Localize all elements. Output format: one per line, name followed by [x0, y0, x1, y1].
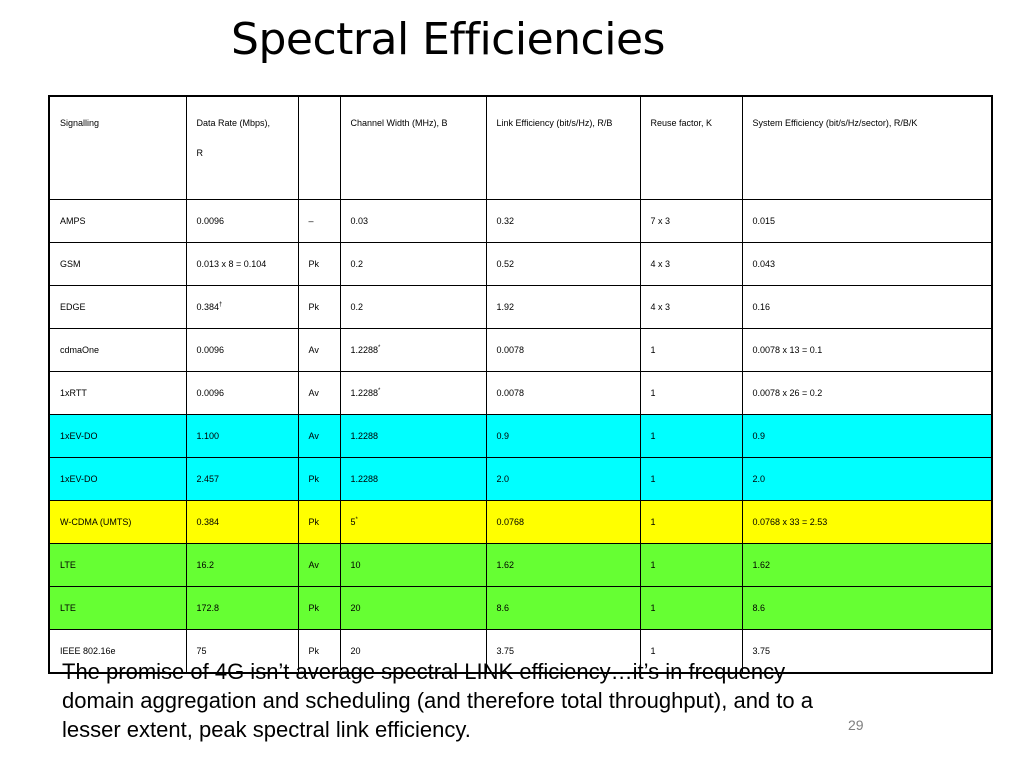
cell-system-efficiency-value: 2.0 — [752, 474, 766, 484]
slide-title: Spectral Efficiencies — [231, 14, 665, 65]
cell-type — [298, 458, 340, 501]
cell-type — [298, 544, 340, 587]
cell-signalling — [49, 243, 186, 286]
table-row — [49, 329, 992, 372]
cell-system-efficiency — [742, 458, 992, 501]
cell-data-rate-value: 0.0096 — [196, 388, 225, 398]
cell-link-efficiency — [486, 329, 640, 372]
cell-reuse-factor — [640, 286, 742, 329]
cell-data-rate-value: 172.8 — [196, 603, 220, 613]
cell-type-value: Pk — [308, 259, 320, 269]
cell-data-rate — [186, 286, 298, 329]
table-row — [49, 544, 992, 587]
cell-channel-width — [340, 200, 486, 243]
cell-reuse-factor-value: 1 — [650, 345, 656, 355]
cell-type — [298, 587, 340, 630]
cell-reuse-factor — [640, 243, 742, 286]
cell-channel-width — [340, 372, 486, 415]
cell-system-efficiency — [742, 415, 992, 458]
cell-link-efficiency — [486, 372, 640, 415]
cell-signalling — [49, 329, 186, 372]
cell-data-rate-value: 0.384 — [196, 517, 220, 527]
cell-link-efficiency — [486, 587, 640, 630]
cell-data-rate — [186, 329, 298, 372]
cell-channel-width — [340, 243, 486, 286]
cell-link-efficiency-value: 0.9 — [496, 431, 510, 441]
cell-type — [298, 415, 340, 458]
cell-channel-width-value: 0.03 — [350, 216, 369, 226]
cell-data-rate — [186, 544, 298, 587]
header-channel-width: Channel Width (MHz), B — [340, 96, 486, 200]
cell-signalling-value: IEEE 802.16e — [60, 646, 116, 656]
header-data-rate — [186, 96, 298, 200]
cell-data-rate-value: 0.384 — [196, 302, 220, 312]
cell-signalling-value: GSM — [60, 259, 81, 269]
cell-data-rate — [186, 372, 298, 415]
cell-data-rate — [186, 243, 298, 286]
cell-system-efficiency-value: 0.015 — [752, 216, 776, 226]
cell-signalling — [49, 200, 186, 243]
cell-channel-width — [340, 415, 486, 458]
cell-link-efficiency — [486, 415, 640, 458]
cell-data-rate — [186, 458, 298, 501]
cell-system-efficiency — [742, 501, 992, 544]
cell-link-efficiency — [486, 286, 640, 329]
cell-signalling — [49, 544, 186, 587]
cell-data-rate-value: 75 — [196, 646, 207, 656]
cell-signalling-value: LTE — [60, 560, 76, 570]
cell-link-efficiency-value: 2.0 — [496, 474, 510, 484]
cell-link-efficiency — [486, 501, 640, 544]
cell-type — [298, 501, 340, 544]
cell-system-efficiency-value: 3.75 — [752, 646, 771, 656]
cell-data-rate — [186, 415, 298, 458]
cell-type — [298, 372, 340, 415]
cell-reuse-factor — [640, 501, 742, 544]
cell-link-efficiency-value: 0.52 — [496, 259, 515, 269]
cell-link-efficiency-value: 1.92 — [496, 302, 515, 312]
table-row — [49, 243, 992, 286]
cell-signalling-value: W-CDMA (UMTS) — [60, 517, 132, 527]
cell-signalling — [49, 372, 186, 415]
cell-channel-width — [340, 286, 486, 329]
cell-type-value: Av — [308, 431, 319, 441]
cell-channel-width-value: 10 — [350, 560, 361, 570]
cell-system-efficiency-value: 0.9 — [752, 431, 766, 441]
cell-link-efficiency — [486, 544, 640, 587]
cell-reuse-factor — [640, 372, 742, 415]
header-reuse-factor: Reuse factor, K — [640, 96, 742, 200]
cell-reuse-factor — [640, 415, 742, 458]
header-data-rate-line2: R — [196, 148, 203, 158]
cell-system-efficiency-value: 0.0768 x 33 = 2.53 — [752, 517, 828, 527]
cell-type-value: Av — [308, 388, 319, 398]
cell-link-efficiency-value: 0.0768 — [496, 517, 525, 527]
cell-channel-width-value: 0.2 — [350, 259, 364, 269]
cell-data-rate-value: 0.0096 — [196, 216, 225, 226]
cell-reuse-factor-value: 4 x 3 — [650, 259, 671, 269]
cell-channel-width — [340, 544, 486, 587]
header-system-efficiency: System Efficiency (bit/s/Hz/sector), R/B/K — [742, 96, 992, 200]
cell-system-efficiency — [742, 587, 992, 630]
table-row — [49, 415, 992, 458]
cell-system-efficiency — [742, 544, 992, 587]
cell-channel-width-footnote-mark: * — [355, 517, 358, 523]
cell-reuse-factor — [640, 544, 742, 587]
cell-link-efficiency-value: 0.32 — [496, 216, 515, 226]
cell-channel-width-value: 1.2288 — [350, 388, 379, 398]
table-row — [49, 200, 992, 243]
cell-type — [298, 329, 340, 372]
cell-reuse-factor-value: 1 — [650, 388, 656, 398]
cell-channel-width-value: 20 — [350, 646, 361, 656]
cell-signalling — [49, 286, 186, 329]
cell-data-rate — [186, 200, 298, 243]
table-row — [49, 286, 992, 329]
header-data-rate-line1: Data Rate (Mbps), — [196, 118, 271, 128]
cell-type — [298, 286, 340, 329]
cell-reuse-factor — [640, 587, 742, 630]
cell-reuse-factor-value: 7 x 3 — [650, 216, 671, 226]
cell-channel-width-footnote-mark: * — [378, 345, 381, 351]
header-type — [298, 96, 340, 200]
table-row — [49, 372, 992, 415]
cell-system-efficiency-value: 8.6 — [752, 603, 766, 613]
cell-system-efficiency — [742, 200, 992, 243]
cell-system-efficiency-value: 1.62 — [752, 560, 771, 570]
cell-link-efficiency-value: 1.62 — [496, 560, 515, 570]
cell-channel-width-value: 0.2 — [350, 302, 364, 312]
cell-link-efficiency — [486, 243, 640, 286]
cell-channel-width — [340, 458, 486, 501]
cell-channel-width — [340, 329, 486, 372]
cell-system-efficiency — [742, 286, 992, 329]
cell-link-efficiency-value: 0.0078 — [496, 345, 525, 355]
cell-reuse-factor-value: 1 — [650, 560, 656, 570]
cell-data-rate-value: 0.013 x 8 = 0.104 — [196, 259, 267, 269]
cell-system-efficiency-value: 0.043 — [752, 259, 776, 269]
cell-type-value: Pk — [308, 474, 320, 484]
table-row — [49, 587, 992, 630]
slide-caption: The promise of 4G isn’t average spectral LINK efficiency…it’s in frequency-domain aggregation and scheduling (and therefore total throughput), and to a lesser extent, peak spectral link efficiency. — [62, 659, 813, 742]
cell-system-efficiency — [742, 372, 992, 415]
cell-reuse-factor — [640, 458, 742, 501]
cell-reuse-factor — [640, 329, 742, 372]
cell-channel-width-value: 1.2288 — [350, 431, 379, 441]
cell-signalling-value: cdmaOne — [60, 345, 100, 355]
cell-type-value: Pk — [308, 603, 320, 613]
cell-signalling-value: EDGE — [60, 302, 86, 312]
table-row — [49, 458, 992, 501]
cell-data-rate-value: 1.100 — [196, 431, 220, 441]
cell-system-efficiency-value: 0.16 — [752, 302, 771, 312]
cell-signalling-value: 1xRTT — [60, 388, 87, 398]
cell-data-rate-value: 0.0096 — [196, 345, 225, 355]
cell-data-rate — [186, 587, 298, 630]
cell-link-efficiency — [486, 200, 640, 243]
header-link-efficiency: Link Efficiency (bit/s/Hz), R/B — [486, 96, 640, 200]
table-row — [49, 501, 992, 544]
cell-link-efficiency — [486, 458, 640, 501]
cell-signalling-value: AMPS — [60, 216, 86, 226]
cell-system-efficiency-value: 0.0078 x 26 = 0.2 — [752, 388, 823, 398]
cell-channel-width-value: 5 — [350, 517, 356, 527]
cell-signalling-value: 1xEV-DO — [60, 474, 98, 484]
page-number: 29 — [848, 717, 864, 733]
cell-link-efficiency-value: 3.75 — [496, 646, 515, 656]
cell-channel-width — [340, 501, 486, 544]
cell-signalling — [49, 458, 186, 501]
cell-system-efficiency — [742, 329, 992, 372]
cell-type-value: – — [308, 216, 314, 226]
cell-channel-width-footnote-mark: * — [378, 388, 381, 394]
cell-type-value: Av — [308, 345, 319, 355]
table-header-row — [49, 96, 992, 200]
cell-system-efficiency — [742, 243, 992, 286]
cell-reuse-factor-value: 1 — [650, 431, 656, 441]
cell-link-efficiency-value: 8.6 — [496, 603, 510, 613]
cell-reuse-factor-value: 1 — [650, 474, 656, 484]
spectral-efficiency-table — [48, 95, 993, 674]
cell-reuse-factor-value: 4 x 3 — [650, 302, 671, 312]
cell-type-value: Pk — [308, 517, 320, 527]
cell-system-efficiency-value: 0.0078 x 13 = 0.1 — [752, 345, 823, 355]
cell-channel-width-value: 20 — [350, 603, 361, 613]
cell-reuse-factor-value: 1 — [650, 517, 656, 527]
cell-type — [298, 243, 340, 286]
cell-signalling-value: 1xEV-DO — [60, 431, 98, 441]
cell-data-rate — [186, 501, 298, 544]
cell-type-value: Pk — [308, 302, 320, 312]
cell-signalling — [49, 587, 186, 630]
cell-data-rate-value: 2.457 — [196, 474, 220, 484]
cell-data-rate-footnote-mark: † — [219, 302, 223, 308]
cell-type-value: Pk — [308, 646, 320, 656]
cell-data-rate-value: 16.2 — [196, 560, 215, 570]
cell-channel-width-value: 1.2288 — [350, 345, 379, 355]
cell-channel-width-value: 1.2288 — [350, 474, 379, 484]
cell-reuse-factor-value: 1 — [650, 603, 656, 613]
cell-signalling — [49, 415, 186, 458]
header-signalling: Signalling — [49, 96, 186, 200]
cell-reuse-factor-value: 1 — [650, 646, 656, 656]
cell-type-value: Av — [308, 560, 319, 570]
cell-channel-width — [340, 587, 486, 630]
cell-type — [298, 200, 340, 243]
cell-signalling — [49, 501, 186, 544]
cell-reuse-factor — [640, 200, 742, 243]
cell-link-efficiency-value: 0.0078 — [496, 388, 525, 398]
cell-signalling-value: LTE — [60, 603, 76, 613]
